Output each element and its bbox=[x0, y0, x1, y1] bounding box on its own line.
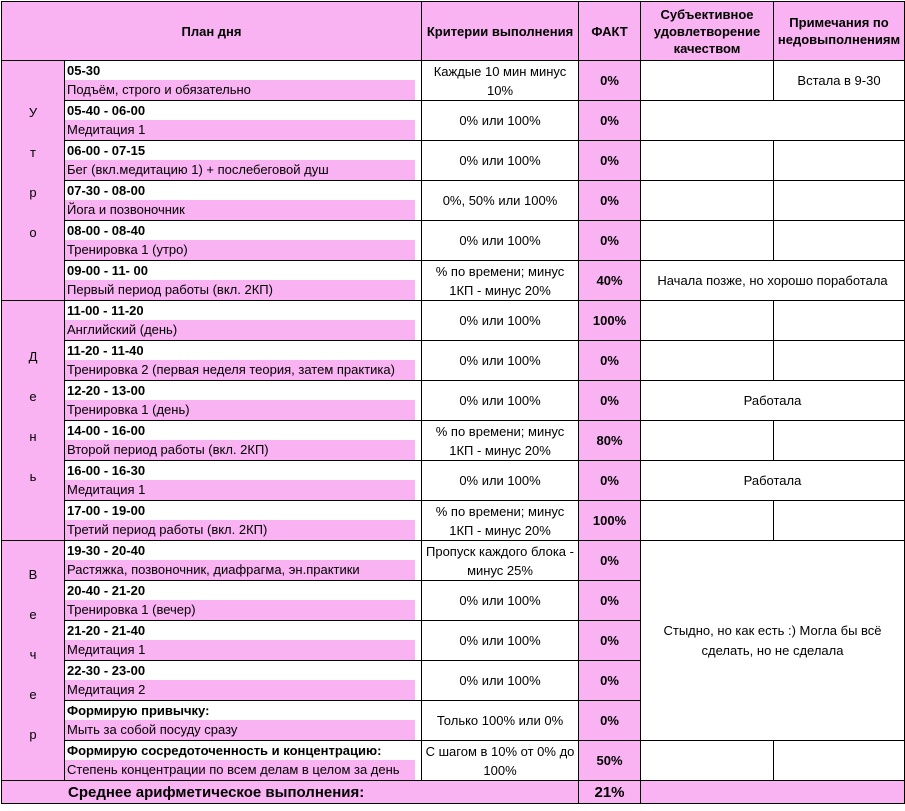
period-letter: У bbox=[28, 105, 38, 120]
task-name: Первый период работы (вкл. 2КП) bbox=[65, 280, 415, 300]
period-morning-label bbox=[2, 61, 65, 301]
task-name: Растяжка, позвоночник, диафрагма, эн.практики bbox=[65, 560, 415, 580]
criteria-cell[interactable]: % по времени; минус 1КП - минус 20% bbox=[422, 261, 579, 301]
subjective-cell[interactable] bbox=[641, 301, 774, 341]
task-time: 16-00 - 16-30 bbox=[65, 461, 421, 480]
notes-cell[interactable]: Работала bbox=[641, 381, 905, 421]
fact-cell[interactable]: 0% bbox=[579, 541, 641, 581]
notes-cell[interactable] bbox=[774, 421, 905, 461]
task-time: 14-00 - 16-00 bbox=[65, 421, 421, 440]
fact-cell[interactable]: 50% bbox=[579, 741, 641, 781]
period-letter: р bbox=[29, 727, 37, 742]
period-letter: е bbox=[29, 687, 37, 702]
notes-cell[interactable] bbox=[774, 221, 905, 261]
task-cell[interactable] bbox=[65, 261, 422, 301]
task-cell[interactable] bbox=[65, 741, 422, 781]
subjective-cell[interactable] bbox=[641, 341, 774, 381]
fact-cell[interactable]: 0% bbox=[579, 61, 641, 101]
task-cell[interactable] bbox=[65, 341, 422, 381]
fact-cell[interactable]: 0% bbox=[579, 141, 641, 181]
fact-cell[interactable]: 80% bbox=[579, 421, 641, 461]
task-cell[interactable] bbox=[65, 421, 422, 461]
notes-cell[interactable]: Начала позже, но хорошо поработала bbox=[641, 261, 905, 301]
criteria-cell[interactable]: Каждые 10 мин минус 10% bbox=[422, 61, 579, 101]
table-row bbox=[2, 461, 905, 501]
criteria-cell[interactable]: Пропуск каждого блока - минус 25% bbox=[422, 541, 579, 581]
task-time: 08-00 - 08-40 bbox=[65, 221, 421, 240]
table-row bbox=[2, 421, 905, 461]
task-time: 19-30 - 20-40 bbox=[65, 541, 421, 560]
task-name: Медитация 1 bbox=[65, 640, 415, 660]
criteria-cell[interactable]: С шагом в 10% от 0% до 100% bbox=[422, 741, 579, 781]
header-criteria: Критерии выполнения bbox=[422, 2, 579, 61]
fact-cell[interactable]: 0% bbox=[579, 661, 641, 701]
task-cell[interactable] bbox=[65, 61, 422, 101]
period-letter: е bbox=[29, 389, 37, 404]
header-row bbox=[2, 2, 905, 61]
task-name: Тренировка 1 (утро) bbox=[65, 240, 415, 260]
task-cell[interactable] bbox=[65, 581, 422, 621]
task-cell[interactable] bbox=[65, 461, 422, 501]
average-label: Среднее арифметическое выполнения: bbox=[2, 781, 579, 804]
fact-cell[interactable]: 0% bbox=[579, 701, 641, 741]
notes-cell[interactable]: Встала в 9-30 bbox=[774, 61, 905, 101]
criteria-cell[interactable]: 0% или 100% bbox=[422, 301, 579, 341]
task-name: Йога и позвоночник bbox=[65, 200, 415, 220]
task-cell[interactable] bbox=[65, 301, 422, 341]
criteria-cell[interactable]: 0% или 100% bbox=[422, 661, 579, 701]
notes-cell[interactable] bbox=[774, 141, 905, 181]
header-notes: Примечания по недовыполнениям bbox=[774, 2, 905, 61]
fact-cell[interactable]: 0% bbox=[579, 381, 641, 421]
notes-cell[interactable] bbox=[774, 501, 905, 541]
header-fact: ФАКТ bbox=[579, 2, 641, 61]
subjective-cell[interactable] bbox=[641, 181, 774, 221]
fact-cell[interactable]: 100% bbox=[579, 501, 641, 541]
task-time: 22-30 - 23-00 bbox=[65, 661, 421, 680]
task-cell[interactable] bbox=[65, 541, 422, 581]
task-cell[interactable] bbox=[65, 661, 422, 701]
task-cell[interactable] bbox=[65, 221, 422, 261]
period-evening-label bbox=[2, 541, 65, 781]
task-cell[interactable] bbox=[65, 701, 422, 741]
table-row bbox=[2, 61, 905, 101]
table-row bbox=[2, 381, 905, 421]
task-name: Степень концентрации по всем делам в целом за день bbox=[65, 760, 415, 780]
subjective-cell[interactable] bbox=[641, 741, 774, 781]
task-name: Тренировка 2 (первая неделя теория, затем практика) bbox=[65, 360, 415, 380]
table-row bbox=[2, 141, 905, 181]
period-letter: Д bbox=[28, 349, 38, 364]
task-time: 06-00 - 07-15 bbox=[65, 141, 421, 160]
table-row bbox=[2, 741, 905, 781]
subjective-cell[interactable] bbox=[641, 421, 774, 461]
average-empty bbox=[641, 781, 905, 804]
task-name: Подъём, строго и обязательно bbox=[65, 80, 415, 100]
fact-cell[interactable]: 0% bbox=[579, 101, 641, 141]
period-letter: т bbox=[30, 145, 36, 160]
fact-cell[interactable]: 40% bbox=[579, 261, 641, 301]
fact-cell[interactable]: 0% bbox=[579, 221, 641, 261]
table-row bbox=[2, 221, 905, 261]
notes-cell[interactable] bbox=[774, 301, 905, 341]
subjective-cell[interactable] bbox=[641, 501, 774, 541]
period-letter: е bbox=[29, 607, 37, 622]
period-letter: р bbox=[29, 185, 37, 200]
subjective-cell[interactable] bbox=[641, 141, 774, 181]
notes-cell[interactable] bbox=[641, 101, 905, 141]
task-name: Медитация 2 bbox=[65, 680, 415, 700]
task-time: Формирую привычку: bbox=[65, 701, 421, 720]
subjective-cell[interactable] bbox=[641, 221, 774, 261]
task-cell[interactable] bbox=[65, 141, 422, 181]
table-row bbox=[2, 501, 905, 541]
average-value: 21% bbox=[579, 781, 641, 804]
task-time: 21-20 - 21-40 bbox=[65, 621, 421, 640]
fact-cell[interactable]: 0% bbox=[579, 181, 641, 221]
task-time: Формирую сосредоточенность и концентрацию: bbox=[65, 741, 421, 760]
header-plan: План дня bbox=[2, 2, 422, 61]
task-cell[interactable] bbox=[65, 621, 422, 661]
criteria-cell[interactable]: % по времени; минус 1КП - минус 20% bbox=[422, 501, 579, 541]
criteria-cell[interactable]: 0%, 50% или 100% bbox=[422, 181, 579, 221]
fact-cell[interactable]: 100% bbox=[579, 301, 641, 341]
period-day-label bbox=[2, 301, 65, 541]
criteria-cell[interactable]: 0% или 100% bbox=[422, 341, 579, 381]
fact-cell[interactable]: 0% bbox=[579, 581, 641, 621]
fact-cell[interactable]: 0% bbox=[579, 461, 641, 501]
task-time: 07-30 - 08-00 bbox=[65, 181, 421, 200]
task-time: 17-00 - 19-00 bbox=[65, 501, 421, 520]
table-row bbox=[2, 301, 905, 341]
fact-cell[interactable]: 0% bbox=[579, 621, 641, 661]
fact-cell[interactable]: 0% bbox=[579, 341, 641, 381]
task-cell[interactable] bbox=[65, 181, 422, 221]
task-time: 05-30 bbox=[65, 61, 421, 80]
period-letter: о bbox=[29, 225, 37, 240]
criteria-cell[interactable]: 0% или 100% bbox=[422, 381, 579, 421]
evening-note-cell[interactable]: Стыдно, но как есть :) Могла бы всё сделать, но не сделала bbox=[641, 541, 905, 741]
task-cell[interactable] bbox=[65, 381, 422, 421]
subjective-cell[interactable] bbox=[641, 61, 774, 101]
task-name: Английский (день) bbox=[65, 320, 415, 340]
task-name: Тренировка 1 (день) bbox=[65, 400, 415, 420]
criteria-cell[interactable]: 0% или 100% bbox=[422, 101, 579, 141]
period-letter: ь bbox=[29, 469, 37, 484]
notes-cell[interactable] bbox=[774, 741, 905, 781]
criteria-cell[interactable]: 0% или 100% bbox=[422, 621, 579, 661]
table-row bbox=[2, 101, 905, 141]
task-time: 11-20 - 11-40 bbox=[65, 341, 421, 360]
period-letter: н bbox=[29, 429, 37, 444]
task-time: 05-40 - 06-00 bbox=[65, 101, 421, 120]
task-time: 11-00 - 11-20 bbox=[65, 301, 421, 320]
task-name: Медитация 1 bbox=[65, 120, 415, 140]
task-name: Бег (вкл.медитацию 1) + послебеговой душ bbox=[65, 160, 415, 180]
task-time: 09-00 - 11- 00 bbox=[65, 261, 421, 280]
task-name: Медитация 1 bbox=[65, 480, 415, 500]
task-time: 12-20 - 13-00 bbox=[65, 381, 421, 400]
criteria-cell[interactable]: % по времени; минус 1КП - минус 20% bbox=[422, 421, 579, 461]
table-row bbox=[2, 181, 905, 221]
notes-cell[interactable] bbox=[774, 181, 905, 221]
task-name: Второй период работы (вкл. 2КП) bbox=[65, 440, 415, 460]
task-name: Мыть за собой посуду сразу bbox=[65, 720, 415, 740]
table-row bbox=[2, 541, 905, 581]
task-name: Третий период работы (вкл. 2КП) bbox=[65, 520, 415, 540]
daily-plan-table bbox=[1, 1, 905, 804]
criteria-cell[interactable]: 0% или 100% bbox=[422, 461, 579, 501]
table-row bbox=[2, 261, 905, 301]
task-name: Тренировка 1 (вечер) bbox=[65, 600, 415, 620]
period-letter: ч bbox=[29, 647, 37, 662]
criteria-cell[interactable]: 0% или 100% bbox=[422, 221, 579, 261]
task-cell[interactable] bbox=[65, 101, 422, 141]
header-subjective: Субъективное удовлетворение качеством bbox=[641, 2, 774, 61]
period-letter: В bbox=[28, 567, 38, 582]
task-cell[interactable] bbox=[65, 501, 422, 541]
notes-cell[interactable]: Работала bbox=[641, 461, 905, 501]
criteria-cell[interactable]: 0% или 100% bbox=[422, 581, 579, 621]
criteria-cell[interactable]: Только 100% или 0% bbox=[422, 701, 579, 741]
average-row bbox=[2, 781, 905, 804]
criteria-cell[interactable]: 0% или 100% bbox=[422, 141, 579, 181]
task-time: 20-40 - 21-20 bbox=[65, 581, 421, 600]
table-row bbox=[2, 341, 905, 381]
notes-cell[interactable] bbox=[774, 341, 905, 381]
